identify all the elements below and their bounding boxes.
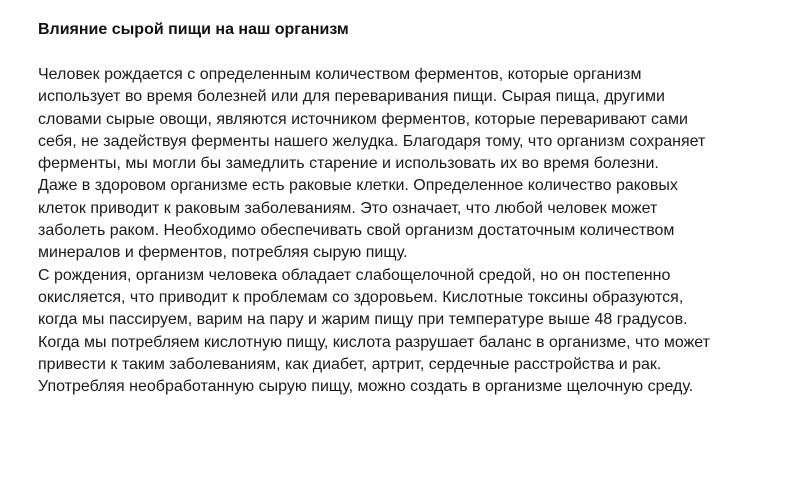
document-body	[38, 64, 778, 398]
text-line: Человек рождается с определенным количеством ферментов, которые организм	[38, 66, 642, 83]
text-line: заболеть раком. Необходимо обеспечивать свой организм достаточным количеством	[38, 222, 675, 240]
text-line: Употребляя необработанную сырую пищу, можно создать в организме щелочную среду.	[38, 378, 694, 396]
text-line: С рождения, организм человека обладает слабощелочной средой, но он постепенно	[38, 266, 671, 284]
text-line: когда мы пассируем, варим на пару и жарим пищу при температуре выше 48 градусов.	[38, 311, 688, 329]
paragraph-enzymes	[38, 64, 778, 175]
text-line: окисляется, что приводит к проблемам со здоровьем. Кислотные токсины образуются,	[38, 288, 684, 306]
text-line: минералов и ферментов, потребляя сырую пищу.	[38, 244, 408, 262]
text-line: Когда мы потребляем кислотную пищу, кислота разрушает баланс в организме, что может	[38, 333, 710, 351]
paragraph-alkaline	[38, 265, 778, 399]
text-line: Даже в здоровом организме есть раковые клетки. Определенное количество раковых	[38, 177, 678, 195]
document-page	[38, 18, 778, 398]
text-line: себя, не задействуя ферменты нашего желудка. Благодаря тому, что организм сохраняет	[38, 132, 706, 150]
text-line: привести к таким заболеваниям, как диабет, артрит, сердечные расстройства и рак.	[38, 355, 662, 373]
paragraph-cancer-cells	[38, 175, 778, 264]
document-title: Влияние сырой пищи на наш организм	[38, 21, 349, 38]
text-line: использует во время болезней или для переваривания пищи. Сырая пища, другими	[38, 88, 665, 106]
text-line: словами сырые овощи, являются источником ферментов, которые переваривают сами	[38, 110, 688, 128]
text-line: клеток приводит к раковым заболеваниям. Это означает, что любой человек может	[38, 199, 658, 217]
text-line: ферменты, мы могли бы замедлить старение и использовать их во время болезни.	[38, 155, 659, 173]
